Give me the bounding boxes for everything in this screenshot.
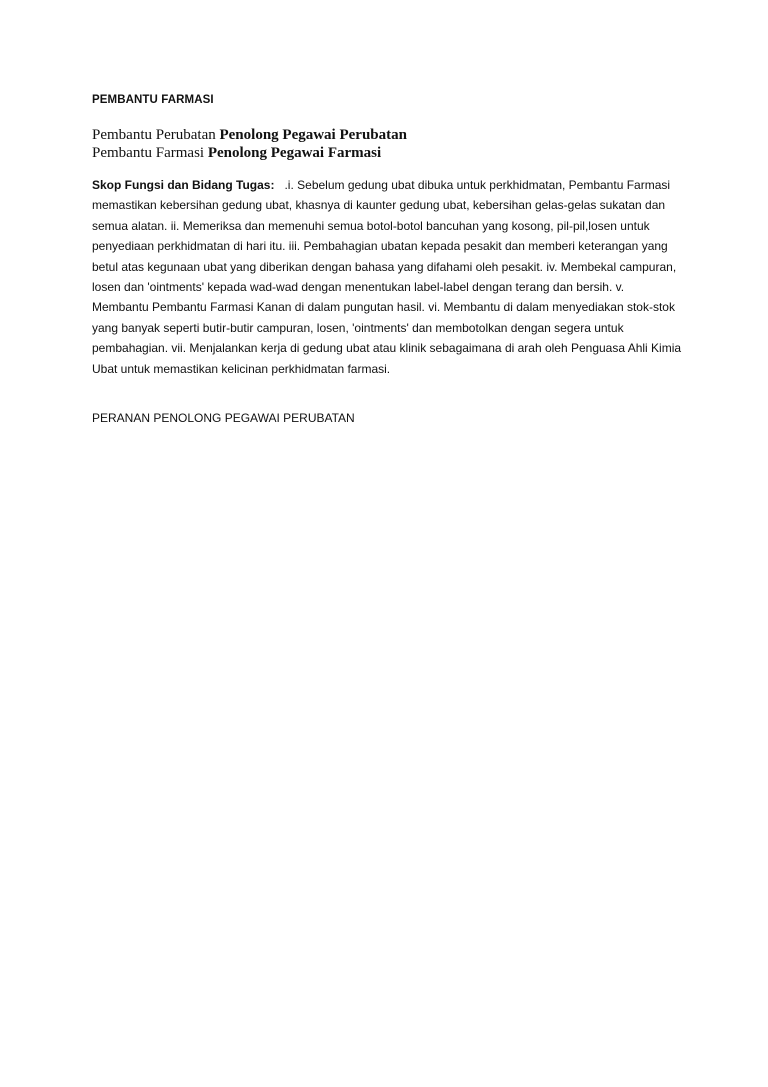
- position-label: Pembantu Farmasi: [92, 145, 208, 161]
- positions-block: [92, 126, 407, 162]
- position-equivalent: Penolong Pegawai Perubatan: [219, 127, 407, 143]
- position-label: Pembantu Perubatan: [92, 127, 220, 143]
- document-title: PEMBANTU FARMASI: [92, 94, 214, 106]
- position-row: [92, 126, 407, 144]
- position-row: [92, 144, 407, 162]
- position-equivalent: Penolong Pegawai Farmasi: [207, 145, 382, 161]
- scope-paragraph: [92, 175, 684, 379]
- next-section-heading: PERANAN PENOLONG PEGAWAI PERUBATAN: [92, 411, 355, 425]
- scope-heading: Skop Fungsi dan Bidang Tugas:: [92, 178, 275, 192]
- scope-text: .i. Sebelum gedung ubat dibuka untuk perkhidmatan, Pembantu Farmasi memastikan kebersihan gedung ubat, khasnya di kaunter gedung ubat, kebersihan gelas-gelas sukatan dan semua alatan. ii. Memeriksa dan memenuhi semua botol-botol bancuhan yang kosong, pil-pil,losen untuk penyediaan perkhidmatan di hari itu. iii. Pembahagian ubatan kepada pesakit dan memberi keterangan yang betul atas kegunaan ubat yang diberikan dengan bahasa yang difahami oleh pesakit. iv. Membekal campuran, losen dan 'ointments' kepada wad-wad dengan menentukan label-label dengan terang dan bersih. v. Membantu Pembantu Farmasi Kanan di dalam pungutan hasil. vi. Membantu di dalam menyediakan stok-stok yang banyak seperti butir-butir campuran, losen, 'ointments' dan membotolkan dengan segera untuk pembahagian. vii. Menjalankan kerja di gedung ubat atau klinik sebagaimana di arah oleh Penguasa Ahli Kimia Ubat untuk memastikan kelicinan perkhidmatan farmasi.: [92, 178, 682, 376]
